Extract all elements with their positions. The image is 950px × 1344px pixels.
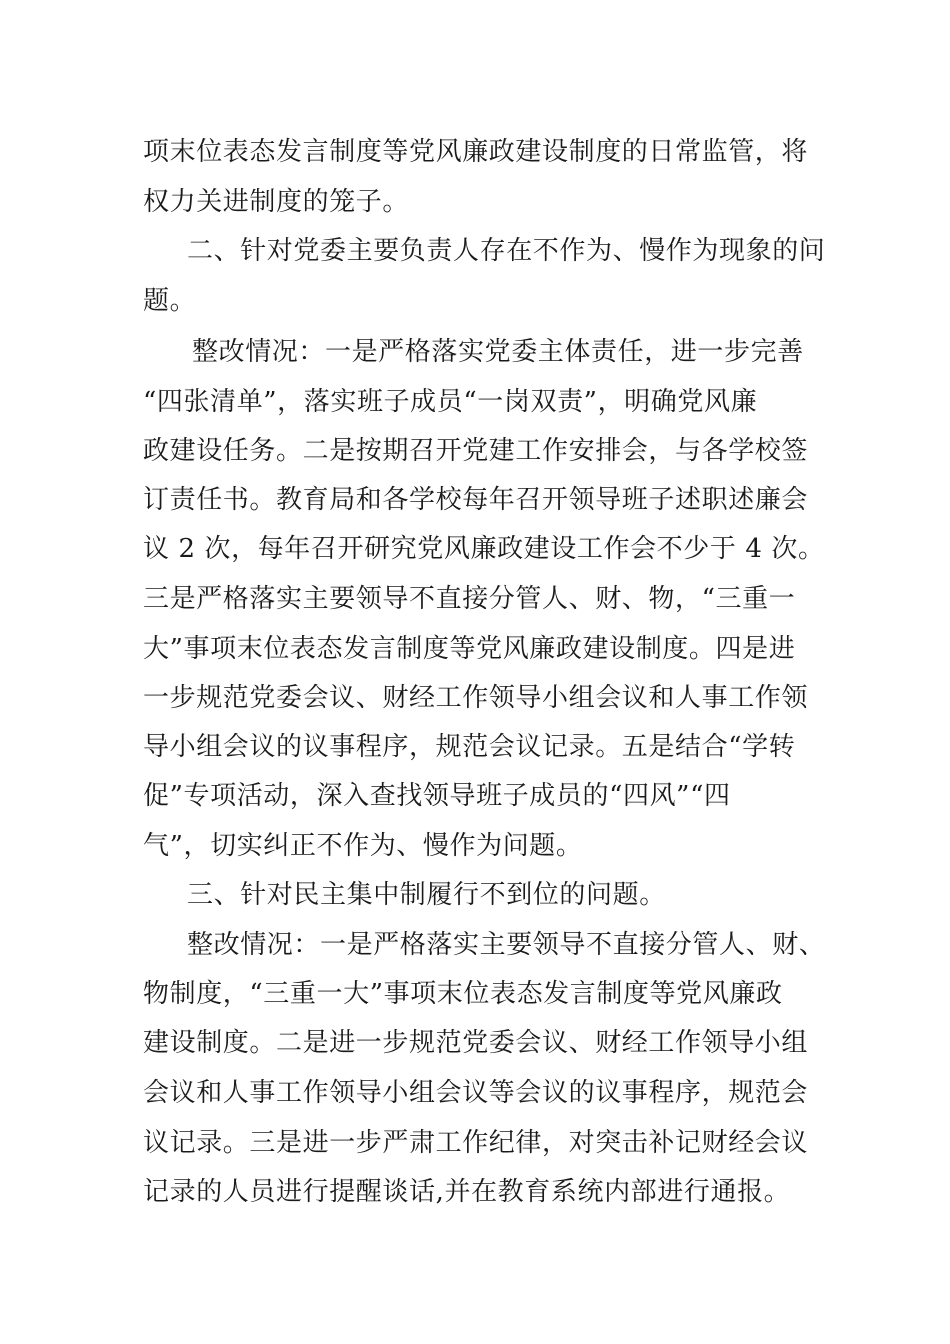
text-line: 导小组会议的议事程序，规范会议记录。五是结合“学转 [143,732,796,762]
text-line: 会议和人事工作领导小组会议等会议的议事程序，规范会 [143,1078,809,1108]
section-heading-3: 三、针对民主集中制履行不到位的问题。 [187,880,666,910]
paragraph-start: 整改情况：一是严格落实党委主体责任，进一步完善 [192,337,804,367]
text-line: 议 2 次，每年召开研究党风廉政建设工作会不少于 4 次。 [143,534,825,564]
text-line: 议记录。三是进一步严肃工作纪律，对突击补记财经会议 [143,1128,809,1158]
text-line: 气”，切实纠正不作为、慢作为问题。 [143,831,583,861]
text-line: “四张清单”，落实班子成员“一岗双责”，明确党风廉 [143,387,758,417]
text-line: 建设制度。二是进一步规范党委会议、财经工作领导小组 [143,1028,809,1058]
section-heading-2: 二、针对党委主要负责人存在不作为、慢作为现象的问 [187,236,826,266]
paragraph-start: 整改情况：一是严格落实主要领导不直接分管人、财、 [187,930,826,960]
text-line: 题。 [143,286,197,316]
text-line: 项末位表态发言制度等党风廉政建设制度的日常监管，将 [143,137,809,167]
text-line: 政建设任务。二是按期召开党建工作安排会，与各学校签 [143,436,809,466]
text-line: 一步规范党委会议、财经工作领导小组会议和人事工作领 [143,683,809,713]
text-line: 物制度，“三重一大”事项末位表态发言制度等党风廉政 [143,979,783,1009]
text-line: 订责任书。教育局和各学校每年召开领导班子述职述廉会 [143,485,809,515]
text-line: 权力关进制度的笼子。 [143,187,410,217]
text-line: 大”事项末位表态发言制度等党风廉政建设制度。四是进 [143,634,796,664]
text-line: 三是严格落实主要领导不直接分管人、财、物，“三重一 [143,584,796,614]
text-line: 记录的人员进行提醒谈话,并在教育系统内部进行通报。 [143,1177,791,1207]
text-line: 促”专项活动，深入查找领导班子成员的“四风”“四 [143,781,731,811]
